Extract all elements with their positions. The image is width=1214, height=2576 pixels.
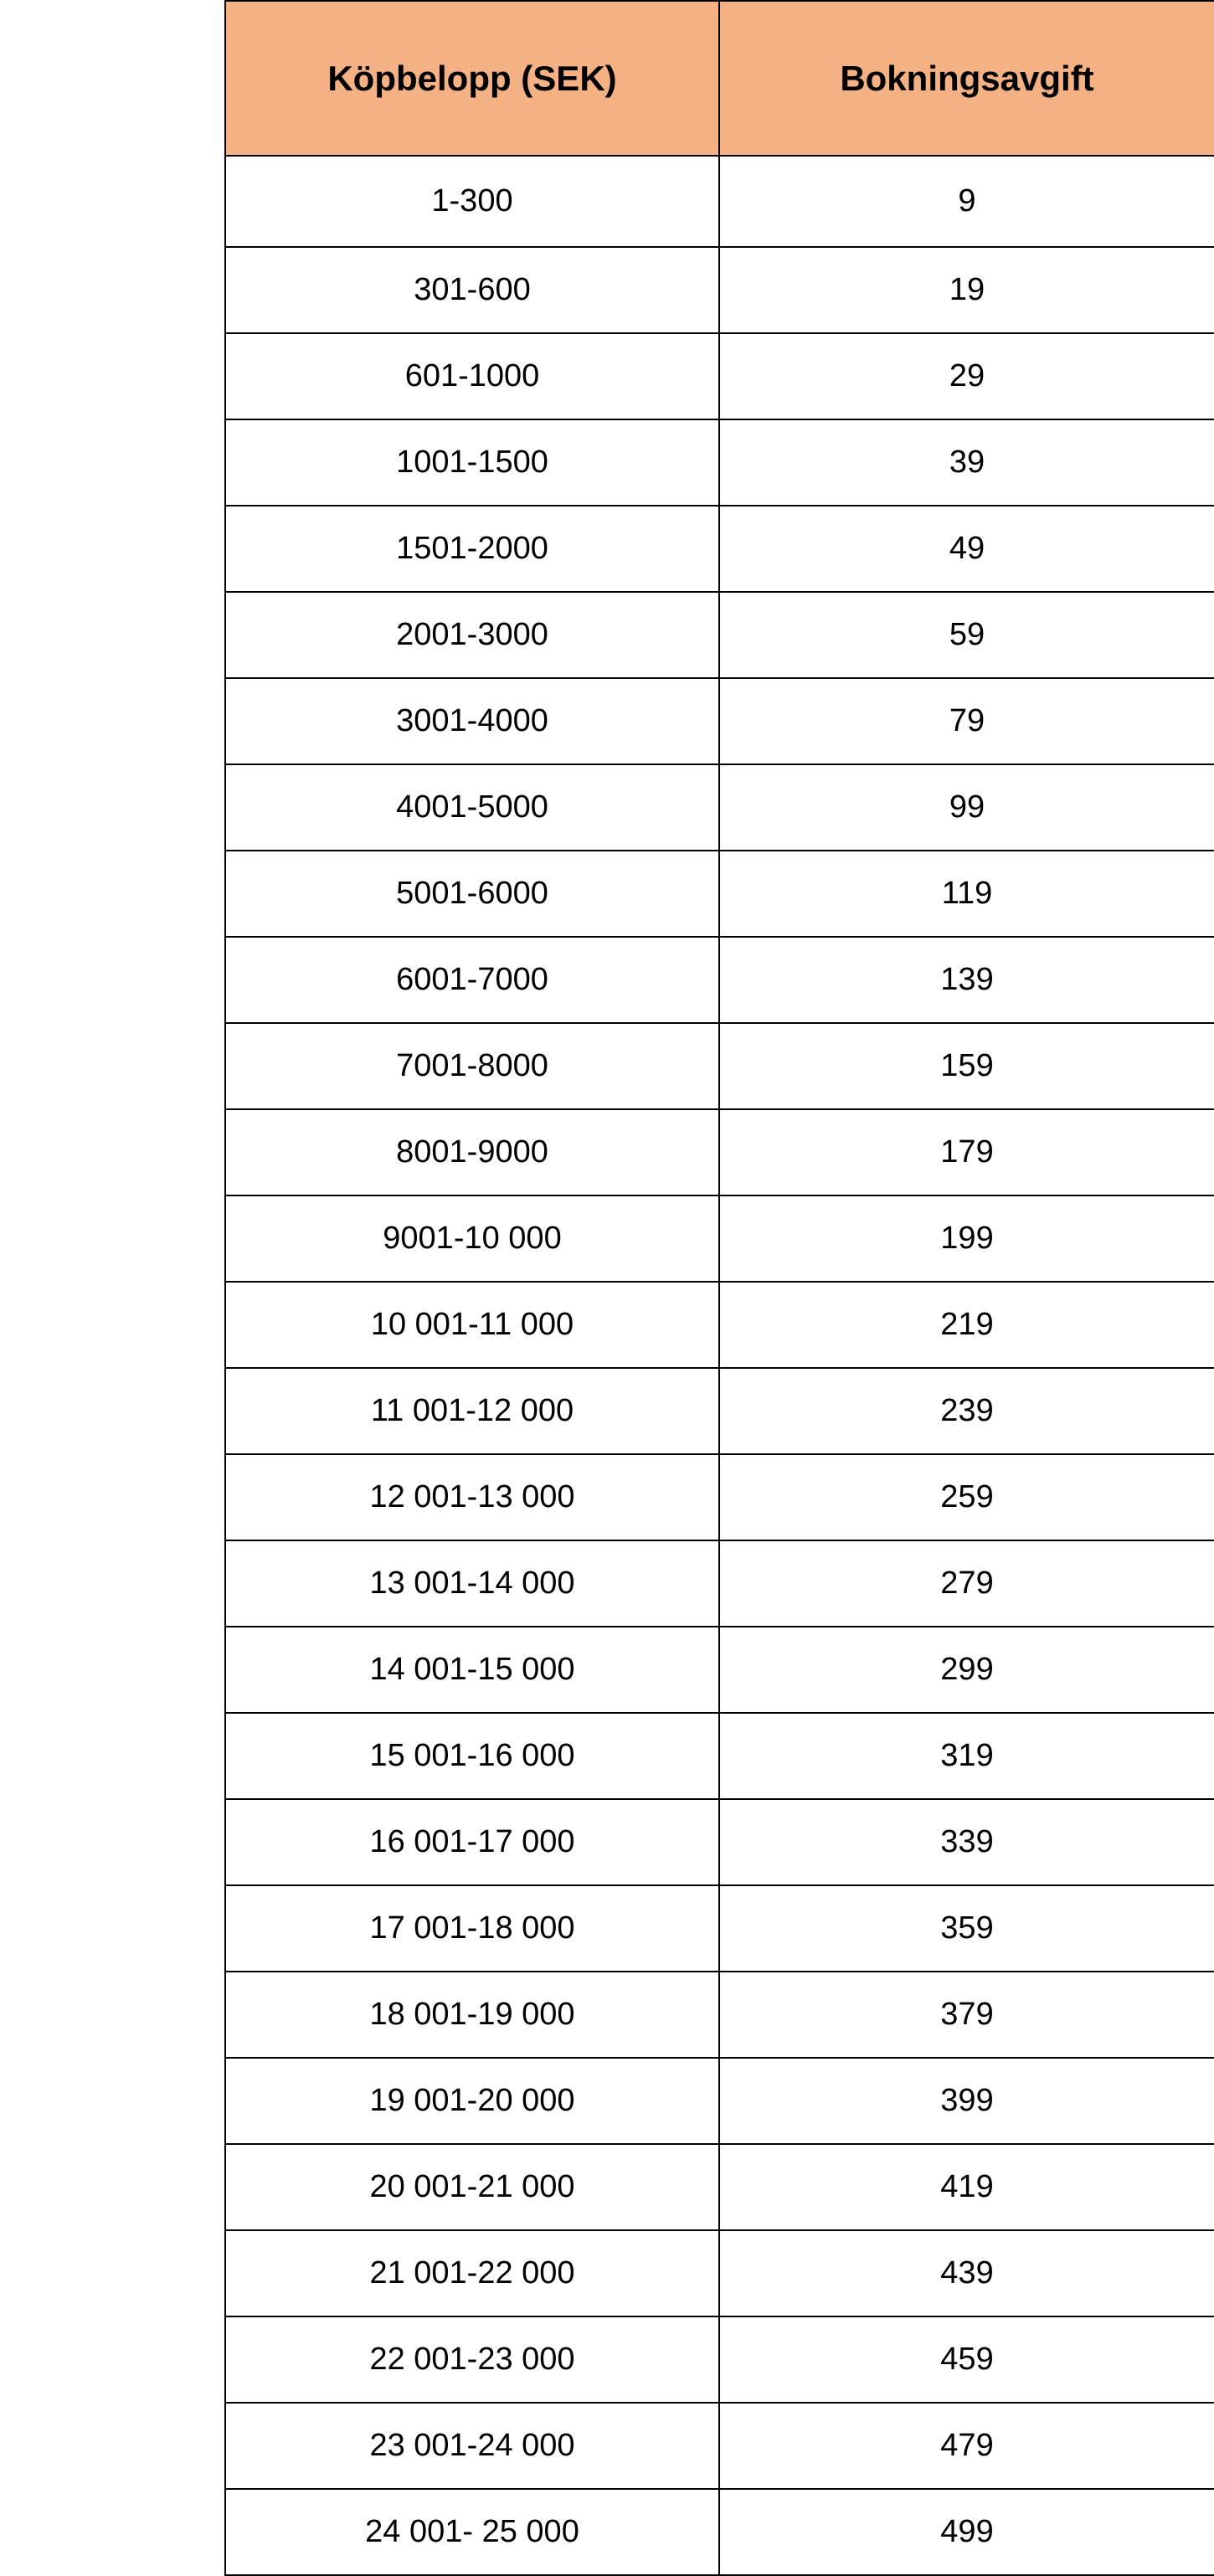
purchase-amount-cell: 5001-6000 (225, 851, 719, 937)
purchase-amount-cell: 6001-7000 (225, 937, 719, 1023)
table-row (225, 1109, 1214, 1195)
booking-fee-cell: 379 (719, 1972, 1214, 2058)
booking-fee-cell: 79 (719, 678, 1214, 764)
table-row (225, 1195, 1214, 1282)
table-row (225, 2316, 1214, 2403)
booking-fee-cell: 39 (719, 419, 1214, 506)
table-body (225, 156, 1214, 2575)
purchase-amount-cell: 3001-4000 (225, 678, 719, 764)
purchase-amount-cell: 1501-2000 (225, 506, 719, 592)
booking-fee-cell: 299 (719, 1627, 1214, 1713)
booking-fee-cell: 279 (719, 1540, 1214, 1627)
booking-fee-cell: 419 (719, 2144, 1214, 2230)
table-row (225, 2489, 1214, 2575)
table-row (225, 592, 1214, 678)
purchase-amount-cell: 22 001-23 000 (225, 2316, 719, 2403)
purchase-amount-cell: 7001-8000 (225, 1023, 719, 1109)
purchase-amount-cell: 9001-10 000 (225, 1195, 719, 1282)
table-row (225, 1885, 1214, 1972)
table-row (225, 156, 1214, 247)
purchase-amount-cell: 15 001-16 000 (225, 1713, 719, 1799)
table-row (225, 937, 1214, 1023)
table-row (225, 1023, 1214, 1109)
table-row (225, 1368, 1214, 1454)
purchase-amount-cell: 301-600 (225, 247, 719, 333)
purchase-amount-cell: 8001-9000 (225, 1109, 719, 1195)
purchase-amount-cell: 601-1000 (225, 333, 719, 419)
booking-fee-cell: 259 (719, 1454, 1214, 1540)
booking-fee-cell: 9 (719, 156, 1214, 247)
purchase-amount-cell: 21 001-22 000 (225, 2230, 719, 2316)
purchase-amount-cell: 4001-5000 (225, 764, 719, 851)
table-row (225, 2230, 1214, 2316)
booking-fee-cell: 359 (719, 1885, 1214, 1972)
table-row (225, 851, 1214, 937)
booking-fee-cell: 339 (719, 1799, 1214, 1885)
booking-fee-cell: 239 (719, 1368, 1214, 1454)
purchase-amount-cell: 1001-1500 (225, 419, 719, 506)
header-purchase-amount: Köpbelopp (SEK) (225, 1, 719, 156)
booking-fee-cell: 19 (719, 247, 1214, 333)
booking-fee-cell: 199 (719, 1195, 1214, 1282)
table-row (225, 678, 1214, 764)
purchase-amount-cell: 23 001-24 000 (225, 2403, 719, 2489)
table-row (225, 247, 1214, 333)
table-row (225, 1799, 1214, 1885)
booking-fee-cell: 439 (719, 2230, 1214, 2316)
purchase-amount-cell: 18 001-19 000 (225, 1972, 719, 2058)
booking-fee-cell: 179 (719, 1109, 1214, 1195)
purchase-amount-cell: 11 001-12 000 (225, 1368, 719, 1454)
booking-fee-cell: 159 (719, 1023, 1214, 1109)
table-row (225, 2403, 1214, 2489)
booking-fee-cell: 319 (719, 1713, 1214, 1799)
purchase-amount-cell: 24 001- 25 000 (225, 2489, 719, 2575)
booking-fee-cell: 49 (719, 506, 1214, 592)
purchase-amount-cell: 13 001-14 000 (225, 1540, 719, 1627)
booking-fee-cell: 139 (719, 937, 1214, 1023)
booking-fee-cell: 29 (719, 333, 1214, 419)
booking-fee-cell: 219 (719, 1282, 1214, 1368)
purchase-amount-cell: 17 001-18 000 (225, 1885, 719, 1972)
table-row (225, 1627, 1214, 1713)
purchase-amount-cell: 10 001-11 000 (225, 1282, 719, 1368)
booking-fee-cell: 119 (719, 851, 1214, 937)
table-row (225, 1540, 1214, 1627)
table-row (225, 2058, 1214, 2144)
table-header (225, 1, 1214, 156)
purchase-amount-cell: 14 001-15 000 (225, 1627, 719, 1713)
purchase-amount-cell: 20 001-21 000 (225, 2144, 719, 2230)
table-row (225, 333, 1214, 419)
table-row (225, 2144, 1214, 2230)
booking-fee-cell: 479 (719, 2403, 1214, 2489)
table-row (225, 1454, 1214, 1540)
purchase-amount-cell: 2001-3000 (225, 592, 719, 678)
purchase-amount-cell: 1-300 (225, 156, 719, 247)
table-row (225, 1282, 1214, 1368)
header-row (225, 1, 1214, 156)
booking-fee-cell: 99 (719, 764, 1214, 851)
booking-fee-cell: 459 (719, 2316, 1214, 2403)
booking-fee-cell: 59 (719, 592, 1214, 678)
purchase-amount-cell: 19 001-20 000 (225, 2058, 719, 2144)
purchase-amount-cell: 16 001-17 000 (225, 1799, 719, 1885)
booking-fee-table (224, 0, 1214, 2576)
booking-fee-cell: 499 (719, 2489, 1214, 2575)
table-row (225, 1972, 1214, 2058)
table-row (225, 764, 1214, 851)
purchase-amount-cell: 12 001-13 000 (225, 1454, 719, 1540)
table-row (225, 419, 1214, 506)
table-row (225, 1713, 1214, 1799)
table-row (225, 506, 1214, 592)
header-booking-fee: Bokningsavgift (719, 1, 1214, 156)
booking-fee-cell: 399 (719, 2058, 1214, 2144)
